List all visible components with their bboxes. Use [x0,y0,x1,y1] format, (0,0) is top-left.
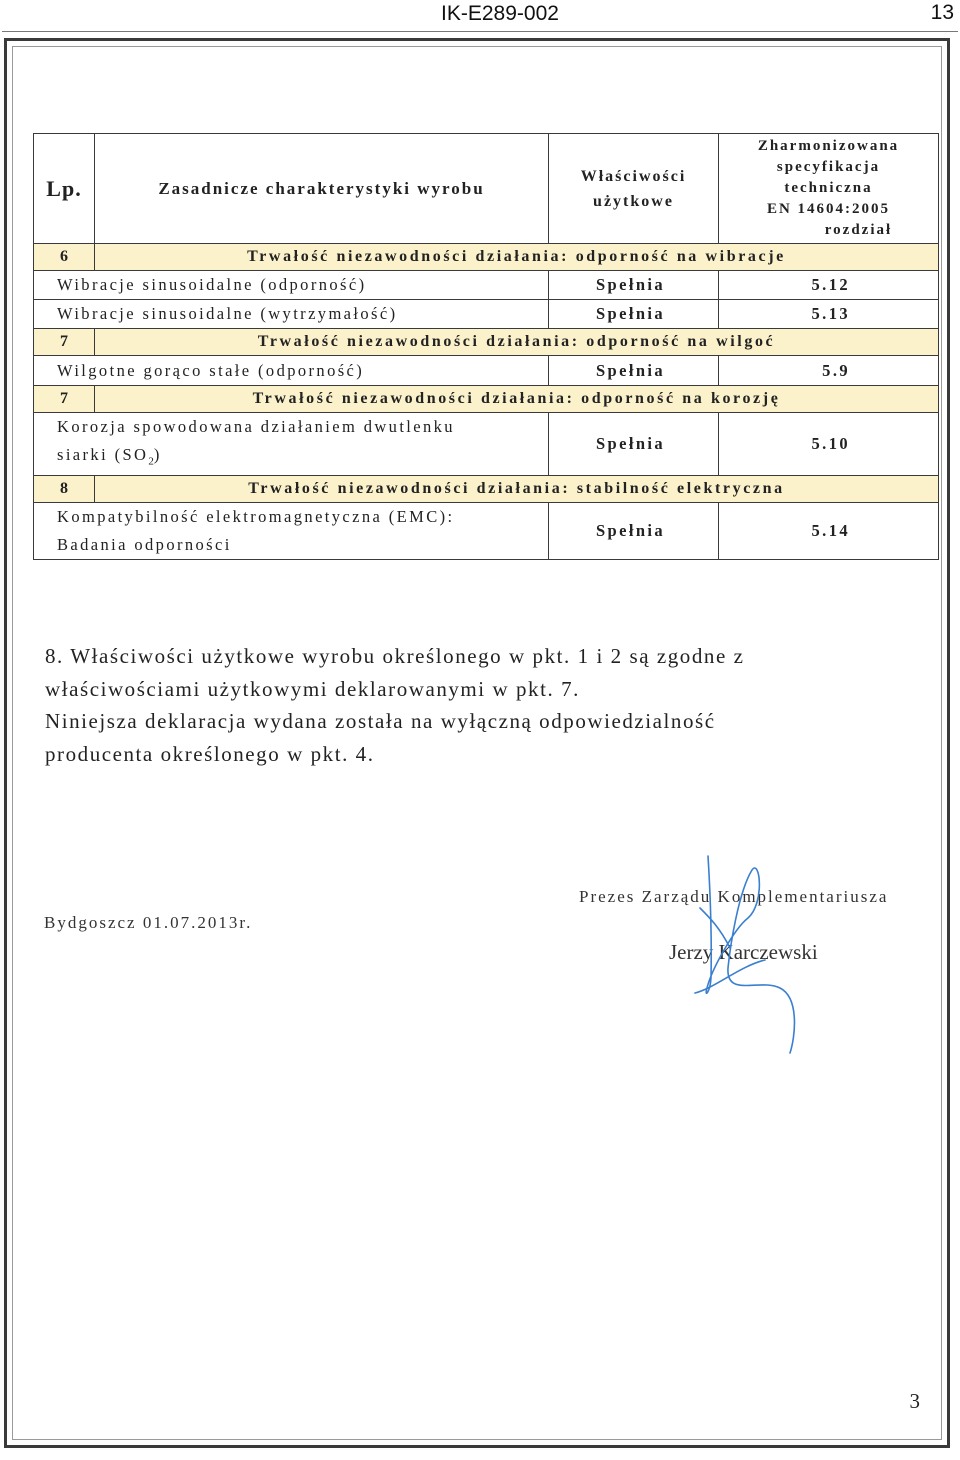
characteristic-line: Badania odporności [57,535,232,555]
performance-cell: Spełnia [549,413,719,476]
section-title: Trwałość niezawodności działania: odporność na wilgoć [95,329,939,356]
paragraph-line: producenta określonego w pkt. 4. [45,741,375,766]
performance-cell: Spełnia [549,300,719,329]
column-header-lp: Lp. [34,134,95,244]
characteristic-line: siarki (SO [57,445,149,464]
place-and-date: Bydgoszcz 01.07.2013r. [44,913,253,932]
section-header-row [34,476,939,503]
paragraph-line: 8. Właściwości użytkowe wyrobu określonego w pkt. 1 i 2 są zgodne z [45,644,745,668]
table-row [34,300,939,329]
declaration-paragraph [45,640,925,770]
page-number: 13 [930,1,954,24]
section-number: 6 [34,244,95,271]
section-title: Trwałość niezawodności działania: stabilność elektryczna [95,476,939,503]
table-row [34,503,939,560]
characteristic-line: Korozja spowodowana działaniem dwutlenku [57,417,455,436]
document-id: IK-E289-002 [441,2,559,25]
column-header-spec-line2: specyfikacja [776,159,881,175]
handwritten-signature-icon [690,848,830,1058]
section-header-row [34,244,939,271]
performance-cell: Spełnia [549,356,719,386]
table-header-row [34,134,939,244]
characteristic-cell: Wilgotne gorąco stałe (odporność) [34,356,549,386]
characteristic-line-suffix: ) [153,445,162,464]
section-number: 7 [34,386,95,413]
table-row [34,271,939,300]
performance-cell: Spełnia [549,271,719,300]
section-title: Trwałość niezawodności działania: odporność na wibracje [95,244,939,271]
column-header-performance [549,134,719,244]
column-header-performance-line2: użytkowe [593,192,674,210]
section-number: 8 [34,476,95,503]
performance-table [33,133,939,560]
clause-cell: 5.12 [719,271,939,300]
signer-name: Jerzy Karczewski [669,940,818,964]
column-header-spec [719,134,939,244]
table-row [34,413,939,476]
header-divider [2,31,958,32]
characteristic-cell [34,503,549,560]
characteristic-line: Kompatybilność elektromagnetyczna (EMC): [57,507,455,527]
section-header-row [34,329,939,356]
characteristic-cell [34,413,549,476]
subscript: 2 [148,455,154,468]
column-header-spec-line1: Zharmonizowana [757,138,900,154]
column-header-characteristics: Zasadnicze charakterystyki wyrobu [95,134,549,244]
column-header-spec-line5: rozdział [824,222,893,238]
paragraph-line: właściwościami użytkowymi deklarowanymi w pkt. 7. [45,676,580,701]
column-header-spec-line4: EN 14604:2005 [766,201,891,217]
section-header-row [34,386,939,413]
footer-page-number: 3 [909,1389,920,1413]
column-header-spec-line3: techniczna [784,180,873,196]
characteristic-cell: Wibracje sinusoidalne (wytrzymałość) [34,300,549,329]
section-number: 7 [34,329,95,356]
clause-cell: 5.13 [719,300,939,329]
clause-cell: 5.14 [719,503,939,560]
signer-title: Prezes Zarządu Komplementariusza [579,887,889,906]
paragraph-line: Niniejsza deklaracja wydana została na wyłączną odpowiedzialność [45,709,716,733]
column-header-performance-line1: Właściwości [580,167,687,185]
performance-cell: Spełnia [549,503,719,560]
characteristic-cell: Wibracje sinusoidalne (odporność) [34,271,549,300]
clause-cell: 5.10 [719,413,939,476]
table-row [34,356,939,386]
clause-cell: 5.9 [719,356,939,386]
section-title: Trwałość niezawodności działania: odporność na korozję [95,386,939,413]
